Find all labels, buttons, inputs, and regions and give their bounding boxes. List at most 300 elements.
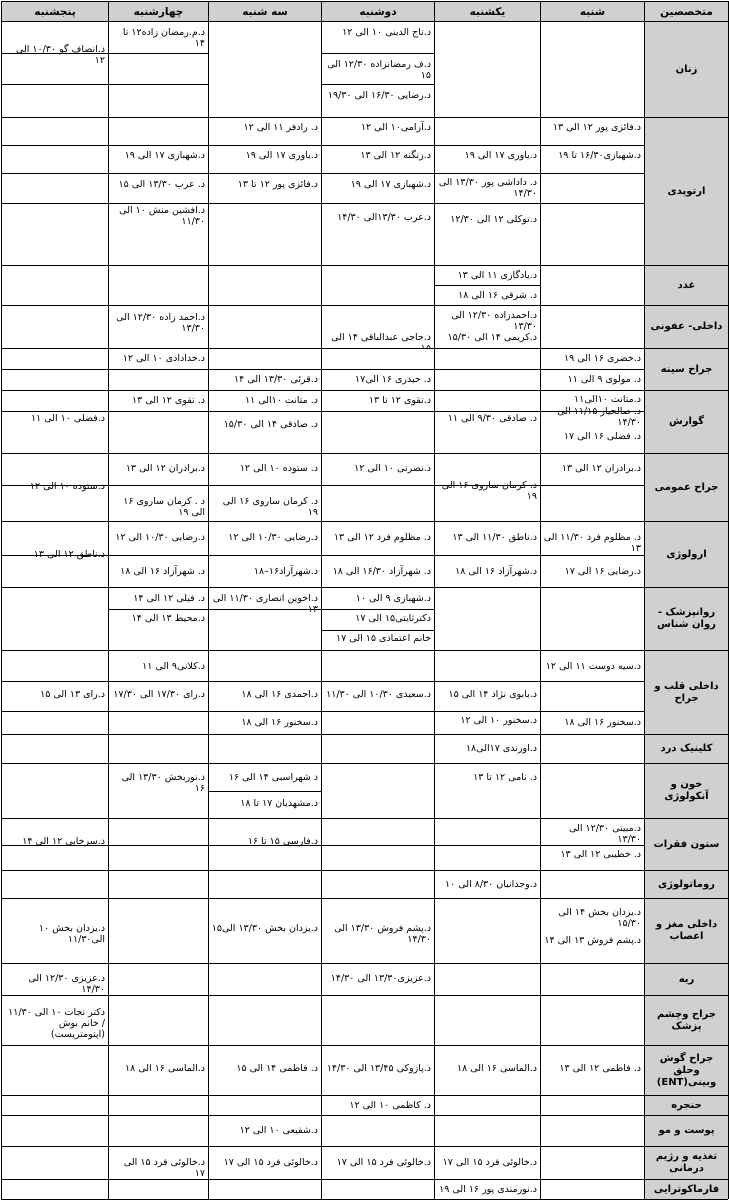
schedule-cell-wed <box>108 305 208 348</box>
doctor-entry: د. صادقی ۹/۳۰ الی ۱۱ <box>447 413 537 424</box>
specialty-cell <box>644 265 728 305</box>
cell-divider <box>541 369 644 370</box>
cell-divider <box>435 681 540 682</box>
header-day-sat <box>540 1 644 21</box>
cell-divider <box>109 609 208 610</box>
schedule-cell-sat <box>540 305 644 348</box>
doctor-entry: د.قرئی ۱۳/۳۰ الی ۱۴ <box>234 374 318 385</box>
doctor-entry: د.متانت ۱۰الی۱۱ <box>574 394 641 405</box>
cell-divider <box>435 203 540 204</box>
schedule-cell-sun <box>434 818 540 870</box>
doctor-entry: د.عرب ۱۳/۳۰الی ۱۴/۳۰ <box>337 212 431 223</box>
schedule-cell-sun <box>434 1146 540 1179</box>
cell-divider <box>541 173 644 174</box>
schedule-cell-mon <box>321 453 434 521</box>
schedule-cell-mon <box>321 521 434 587</box>
cell-divider <box>209 411 321 412</box>
cell-divider <box>322 53 434 54</box>
doctor-entry: د.سخنور ۱۰ الی ۱۲ <box>460 715 537 726</box>
specialty-cell <box>644 1179 728 1199</box>
schedule-cell-wed <box>108 818 208 870</box>
doctor-entry: د شهراسبی ۱۴ الی ۱۶ <box>228 772 318 783</box>
schedule-cell-sun <box>434 763 540 818</box>
doctor-entry: د. فاطمی ۱۴ الی ۱۵ <box>236 1063 318 1074</box>
doctor-entry: د.اورندی ۱۷الی۱۸ <box>465 743 537 754</box>
doctor-entry: د.شهرآزاد۱۶–۱۸ <box>253 566 318 577</box>
doctor-entry: د.شهبازی ۱۷ الی ۱۹ <box>124 150 205 161</box>
doctor-entry: د. شهرآزاد ۱۶ الی ۱۸ <box>120 566 205 577</box>
cell-divider <box>322 173 434 174</box>
schedule-cell-sat <box>540 1095 644 1115</box>
specialty-label: پوست و مو <box>658 1125 715 1136</box>
cell-divider <box>435 411 540 412</box>
doctor-entry: د.خدادادی ۱۰ الی ۱۲ <box>122 353 205 364</box>
schedule-cell-thu <box>1 1146 108 1179</box>
doctor-entry: دکتر نجات ۱۰ الی ۱۱/۳۰ / خانم بوش (اپتومتریست) <box>8 1007 105 1040</box>
cell-divider <box>2 369 108 370</box>
header-day-label: سه شنبه <box>242 6 288 18</box>
doctor-entry: د.الماسی ۱۶ الی ۱۸ <box>456 1063 537 1074</box>
specialty-cell <box>644 1115 728 1146</box>
doctor-entry: د.برادران ۱۲ الی ۱۳ <box>561 463 641 474</box>
doctor-entry: د.م.رمضان زاده۱۲ تا ۱۴ <box>122 27 205 49</box>
specialty-cell <box>644 898 728 963</box>
doctor-entry: د.بابوی نژاد ۱۴ الی ۱۵ <box>448 689 537 700</box>
schedule-cell-sat <box>540 521 644 587</box>
cell-divider <box>322 555 434 556</box>
doctor-entry: د. شرقی ۱۶ الی ۱۸ <box>458 290 537 301</box>
cell-divider <box>322 485 434 486</box>
schedule-cell-mon <box>321 348 434 390</box>
schedule-cell-tue <box>208 117 321 265</box>
doctor-entry: د. کاظمی ۱۰ الی ۱۲ <box>349 1100 431 1111</box>
doctor-entry: د. صادقی ۱۴ الی ۱۵/۳۰ <box>223 419 318 430</box>
cell-divider <box>2 84 108 85</box>
specialty-label: جراح سینه <box>660 363 713 375</box>
schedule-cell-mon <box>321 734 434 763</box>
cell-divider <box>209 681 321 682</box>
cell-divider <box>209 145 321 146</box>
schedule-cell-wed <box>108 1146 208 1179</box>
cell-divider <box>209 369 321 370</box>
doctor-entry: د.تقوی ۱۲ تا ۱۳ <box>368 395 431 406</box>
schedule-cell-sat <box>540 1115 644 1146</box>
doctor-entry: د. عرب ۱۳/۳۰ الی ۱۵ <box>118 179 205 190</box>
doctor-entry: د.افشین منش ۱۰ الی ۱۱/۳۰ <box>119 205 205 227</box>
doctor-entry: د.کلانی۹ الی ۱۱ <box>142 661 205 672</box>
specialty-label: جراح عمومی <box>654 481 719 493</box>
cell-divider <box>322 609 434 610</box>
specialty-cell <box>644 963 728 995</box>
doctor-entry: د. کرمان ساروی ۱۶ الی ۱۹ <box>441 480 537 502</box>
doctor-entry: د.شهبازی ۹ الی ۱۰ <box>355 593 431 604</box>
schedule-cell-sun <box>434 898 540 963</box>
header-day-tue <box>208 1 321 21</box>
specialty-label: جراح گوش وحلق وبینی(ENT) <box>656 1052 717 1088</box>
schedule-cell-sat <box>540 963 644 995</box>
schedule-cell-tue <box>208 348 321 390</box>
schedule-cell-thu <box>1 818 108 870</box>
doctor-entry: د.یادگاری ۱۱ الی ۱۳ <box>457 270 537 281</box>
schedule-cell-tue <box>208 734 321 763</box>
specialty-cell <box>644 587 728 650</box>
schedule-cell-sun <box>434 995 540 1045</box>
specialty-cell <box>644 390 728 453</box>
specialty-cell <box>644 305 728 348</box>
schedule-cell-thu <box>1 650 108 734</box>
doctor-entry: د.ناطق ۱۱/۳۰ الی ۱۳ <box>452 532 537 543</box>
schedule-cell-sat <box>540 348 644 390</box>
schedule-cell-sun <box>434 117 540 265</box>
doctor-entry: د. مولوی ۹ الی ۱۱ <box>567 374 641 385</box>
doctor-entry: د.فضلی ۱۰ الی ۱۱ <box>30 413 105 424</box>
schedule-cell-sun <box>434 390 540 453</box>
cell-divider <box>541 145 644 146</box>
schedule-cell-sat <box>540 265 644 305</box>
schedule-cell-mon <box>321 265 434 305</box>
schedule-cell-tue <box>208 1146 321 1179</box>
schedule-cell-tue <box>208 818 321 870</box>
schedule-cell-tue <box>208 1179 321 1199</box>
schedule-cell-thu <box>1 21 108 117</box>
schedule-cell-sat <box>540 1045 644 1095</box>
cell-divider <box>435 173 540 174</box>
doctor-entry: د.احمدزاده ۱۲/۳۰ الی ۱۳/۳۰ <box>451 310 537 332</box>
header-specialists-label: متخصصین <box>660 6 713 18</box>
cell-divider <box>435 555 540 556</box>
schedule-cell-sun <box>434 650 540 734</box>
cell-divider <box>209 791 321 792</box>
doctor-entry: د.توکلی ۱۲ الی ۱۲/۳۰ <box>450 214 537 225</box>
schedule-cell-tue <box>208 650 321 734</box>
cell-divider <box>322 369 434 370</box>
cell-divider <box>322 145 434 146</box>
doctor-entry: د.سرخابی ۱۲ الی ۱۴ <box>22 836 105 847</box>
doctor-entry: د.سعیدی ۱۰/۳۰ الی ۱۱/۳۰ <box>326 689 431 700</box>
schedule-cell-thu <box>1 1115 108 1146</box>
schedule-cell-sun <box>434 1115 540 1146</box>
cell-divider <box>209 173 321 174</box>
doctor-entry: د.رای ۱۷/۳۰ الی ۱۷/۳۰ <box>113 689 205 700</box>
schedule-cell-thu <box>1 1095 108 1115</box>
schedule-cell-tue <box>208 453 321 521</box>
schedule-table <box>1 1 728 1199</box>
schedule-cell-sun <box>434 1045 540 1095</box>
schedule-cell-wed <box>108 650 208 734</box>
schedule-cell-wed <box>108 521 208 587</box>
schedule-cell-tue <box>208 587 321 650</box>
doctor-entry: د.شهرآزاد ۱۶ الی ۱۸ <box>455 566 537 577</box>
specialty-cell <box>644 818 728 870</box>
header-day-label: دوشنبه <box>359 6 397 18</box>
schedule-cell-sun <box>434 1095 540 1115</box>
doctor-entry: د.رای ۱۳ الی ۱۵ <box>40 689 105 700</box>
schedule-cell-wed <box>108 21 208 117</box>
schedule-cell-mon <box>321 818 434 870</box>
doctor-entry: د.پشم فروش ۱۳ الی ۱۴ <box>544 935 641 946</box>
doctor-entry: د.نورمندی پور ۱۶ الی ۱۹ <box>439 1184 537 1195</box>
cell-divider <box>322 84 434 85</box>
doctor-entry: د.وجدانیان ۸/۳۰ الی ۱۰ <box>445 879 537 890</box>
cell-divider <box>2 681 108 682</box>
schedule-cell-sat <box>540 650 644 734</box>
doctor-entry: د.سخنور ۱۶ الی ۱۸ <box>564 717 641 728</box>
schedule-cell-wed <box>108 587 208 650</box>
schedule-cell-thu <box>1 734 108 763</box>
doctor-entry: د.رضایی ۱۶/۳۰ الی ۱۹/۳۰ <box>327 90 431 101</box>
schedule-cell-sun <box>434 963 540 995</box>
header-specialists <box>644 1 728 21</box>
specialty-cell <box>644 650 728 734</box>
cell-divider <box>109 369 208 370</box>
specialty-cell <box>644 117 728 265</box>
schedule-cell-sat <box>540 995 644 1045</box>
cell-divider <box>209 711 321 712</box>
schedule-cell-sun <box>434 453 540 521</box>
doctor-entry: د. مظلوم فرد ۱۱/۳۰ الی ۱۳ <box>543 532 641 554</box>
cell-divider <box>435 285 540 286</box>
doctor-entry: د.یزدان بخش ۱۴ الی ۱۵/۳۰ <box>558 907 641 929</box>
cell-divider <box>322 681 434 682</box>
schedule-cell-wed <box>108 963 208 995</box>
schedule-cell-mon <box>321 390 434 453</box>
cell-divider <box>541 555 644 556</box>
specialty-cell <box>644 21 728 117</box>
cell-divider <box>209 485 321 486</box>
doctor-entry: د. کرمان ساروی ۱۶ الی ۱۹ <box>222 496 318 518</box>
specialty-label: ارولوژی <box>666 548 707 560</box>
schedule-cell-tue <box>208 1045 321 1095</box>
schedule-cell-mon <box>321 963 434 995</box>
specialty-label: داخلی- عفونی <box>650 321 723 332</box>
doctor-entry: د.مبینی ۱۲/۳۰ الی ۱۳/۳۰ <box>569 823 641 845</box>
specialty-cell <box>644 1095 728 1115</box>
doctor-entry: د.فارسی ۱۵ تا ۱۶ <box>247 836 318 847</box>
doctor-entry: د. صالحیار ۱۱/۱۵ الی ۱۴/۳۰ <box>557 406 641 428</box>
cell-divider <box>209 203 321 204</box>
schedule-cell-mon <box>321 1115 434 1146</box>
schedule-cell-tue <box>208 1095 321 1115</box>
doctor-entry: د. تقوی ۱۲ الی ۱۳ <box>131 395 205 406</box>
cell-divider <box>541 711 644 712</box>
schedule-cell-tue <box>208 963 321 995</box>
schedule-cell-tue <box>208 390 321 453</box>
doctor-entry: د.خالوئی فرد ۱۵ الی ۱۷ <box>123 1157 205 1179</box>
schedule-cell-thu <box>1 963 108 995</box>
doctor-entry: د.زنگنه ۱۲ الی ۱۳ <box>360 150 431 161</box>
doctor-entry: د.شهبازی ۱۷ الی ۱۹ <box>350 179 431 190</box>
header-day-label: پنجشنبه <box>34 6 76 18</box>
specialty-cell <box>644 995 728 1045</box>
schedule-cell-wed <box>108 734 208 763</box>
schedule-cell-sat <box>540 763 644 818</box>
schedule-cell-sat <box>540 734 644 763</box>
schedule-cell-sat <box>540 117 644 265</box>
cell-divider <box>109 84 208 85</box>
cell-divider <box>541 203 644 204</box>
doctor-entry: د.خضری ۱۶ الی ۱۹ <box>564 353 641 364</box>
specialty-cell <box>644 453 728 521</box>
schedule-cell-sun <box>434 521 540 587</box>
doctor-entry: د.شهبازی۱۶/۳۰ تا ۱۹ <box>558 150 641 161</box>
schedule-cell-sun <box>434 734 540 763</box>
schedule-cell-sat <box>540 390 644 453</box>
cell-divider <box>2 173 108 174</box>
schedule-cell-tue <box>208 521 321 587</box>
cell-divider <box>435 145 540 146</box>
header-day-mon <box>321 1 434 21</box>
doctor-entry: د. حیدری ۱۶ الی۱۷ <box>355 374 431 385</box>
cell-divider <box>322 845 434 846</box>
schedule-cell-mon <box>321 995 434 1045</box>
schedule-cell-tue <box>208 21 321 117</box>
schedule-cell-mon <box>321 1179 434 1199</box>
schedule-cell-mon <box>321 587 434 650</box>
specialty-label: ستون فقرات <box>653 838 720 850</box>
specialty-label: داخلی مغز و اعصاب <box>655 919 718 942</box>
doctor-entry: د.برادران ۱۲ الی ۱۳ <box>125 463 205 474</box>
schedule-cell-tue <box>208 265 321 305</box>
doctor-entry: د.ستوده ۱۰ الی ۱۲ <box>29 481 105 492</box>
schedule-cell-mon <box>321 650 434 734</box>
schedule-cell-wed <box>108 995 208 1045</box>
doctor-entry: د.پازوکی ۱۳/۴۵ الی ۱۴/۳۰ <box>326 1063 431 1074</box>
doctor-entry: دکترثابتی۱۵ الی ۱۷ <box>355 613 431 624</box>
specialty-cell <box>644 1045 728 1095</box>
cell-divider <box>109 711 208 712</box>
cell-divider <box>209 555 321 556</box>
schedule-cell-wed <box>108 265 208 305</box>
cell-divider <box>2 411 108 412</box>
specialty-label: تغذیه و رژیم درمانی <box>655 1151 718 1174</box>
cell-divider <box>541 681 644 682</box>
schedule-cell-sun <box>434 265 540 305</box>
schedule-cell-sat <box>540 870 644 898</box>
specialty-label: جراح وچشم پزشک <box>657 1008 716 1032</box>
cell-divider <box>541 485 644 486</box>
specialty-label: فارماکوترایی <box>653 1183 720 1195</box>
schedule-cell-wed <box>108 1179 208 1199</box>
schedule-cell-wed <box>108 390 208 453</box>
header-day-wed <box>108 1 208 21</box>
header-day-thu <box>1 1 108 21</box>
header-day-label: یکشنبه <box>469 6 506 18</box>
schedule-cell-sat <box>540 587 644 650</box>
specialty-cell <box>644 348 728 390</box>
schedule-cell-mon <box>321 21 434 117</box>
schedule-cell-thu <box>1 763 108 818</box>
cell-divider <box>2 711 108 712</box>
specialty-label: حنجره <box>671 1099 702 1111</box>
cell-divider <box>322 203 434 204</box>
doctor-entry: د. داداشی پور ۱۳/۳۰ الی ۱۴/۳۰ <box>438 177 537 199</box>
schedule-cell-sat <box>540 453 644 521</box>
doctor-entry: د. ستوده ۱۰ الی ۱۲ <box>239 463 318 474</box>
schedule-cell-thu <box>1 390 108 453</box>
schedule-cell-wed <box>108 898 208 963</box>
doctor-entry: د.فائزی پور ۱۲ الی ۱۳ <box>552 122 641 133</box>
schedule-cell-thu <box>1 305 108 348</box>
doctor-entry: د.حاجی عبدالباقی ۱۴ الی <box>331 332 431 343</box>
doctor-entry: د.یزدان بخش ۱۰ الی۱۱/۳۰ <box>38 923 105 945</box>
cell-divider <box>109 411 208 412</box>
specialty-label: کلینیک درد <box>660 743 713 754</box>
cell-divider <box>322 411 434 412</box>
specialty-label: زنان <box>675 63 698 75</box>
specialty-label: غدد <box>677 279 696 291</box>
doctor-entry: د.ناطق ۱۲ الی ۱۳ <box>33 549 105 560</box>
schedule-cell-mon <box>321 763 434 818</box>
specialty-cell <box>644 763 728 818</box>
doctor-entry: د.رضایی ۱۶ الی ۱۷ <box>564 566 641 577</box>
doctor-entry: د.عزیزی۱۳/۳۰ الی ۱۴/۳۰ <box>330 973 431 984</box>
specialty-cell <box>644 521 728 587</box>
schedule-cell-thu <box>1 870 108 898</box>
schedule-cell-mon <box>321 898 434 963</box>
schedule-cell-wed <box>108 348 208 390</box>
schedule-cell-sun <box>434 1179 540 1199</box>
schedule-cell-wed <box>108 453 208 521</box>
doctor-entry: د.نصرتی ۱۰ الی ۱۲ <box>354 463 431 474</box>
schedule-cell-sun <box>434 587 540 650</box>
cell-divider <box>322 711 434 712</box>
schedule-cell-wed <box>108 763 208 818</box>
doctor-entry: د.عزیزی ۱۲/۳۰ الی ۱۴/۳۰ <box>28 973 105 995</box>
cell-divider <box>109 555 208 556</box>
schedule-cell-thu <box>1 995 108 1045</box>
schedule-cell-tue <box>208 305 321 348</box>
schedule-cell-sat <box>540 818 644 870</box>
doctor-entry: د.آرامی۱۰ الی ۱۲ <box>360 122 431 133</box>
doctor-entry: د.کریمی ۱۴ الی ۱۵/۳۰ <box>447 332 537 343</box>
schedule-cell-thu <box>1 265 108 305</box>
schedule-cell-mon <box>321 117 434 265</box>
schedule-cell-thu <box>1 521 108 587</box>
doctor-entry: د. فضلی ۱۶ الی ۱۷ <box>563 431 641 442</box>
schedule-cell-wed <box>108 1115 208 1146</box>
schedule-cell-sun <box>434 305 540 348</box>
schedule-cell-tue <box>208 995 321 1045</box>
schedule-cell-thu <box>1 117 108 265</box>
schedule-cell-sat <box>540 898 644 963</box>
doctor-entry: د.تاج الدینی ۱۰ الی ۱۲ <box>342 27 431 38</box>
schedule-cell-sat <box>540 1146 644 1179</box>
cell-divider <box>435 711 540 712</box>
doctor-entry: د.انصاف گو ۱۰/۳۰ الی ۱۲ <box>15 44 105 66</box>
cell-divider <box>435 845 540 846</box>
specialty-label: ارتوپدی <box>667 185 706 197</box>
specialty-label: گوارش <box>668 416 705 427</box>
doctor-entry: د. فیلی ۱۲ الی ۱۴ <box>133 593 205 604</box>
doctor-entry: د.یاوری ۱۷ الی ۱۹ <box>245 150 318 161</box>
cell-divider <box>322 630 434 631</box>
schedule-cell-sat <box>540 1179 644 1199</box>
cell-divider <box>2 203 108 204</box>
cell-divider <box>109 173 208 174</box>
doctor-entry: د.فائزی پور ۱۲ تا ۱۳ <box>237 179 318 190</box>
schedule-cell-tue <box>208 1115 321 1146</box>
doctor-entry: د.خالوئی فرد ۱۵ الی ۱۷ <box>223 1157 318 1168</box>
specialty-cell <box>644 870 728 898</box>
header-day-label: شنبه <box>579 6 606 18</box>
cell-divider <box>109 53 208 54</box>
specialty-label: روانپزشک - روان شناس <box>657 607 716 630</box>
schedule-cell-tue <box>208 870 321 898</box>
specialty-cell <box>644 734 728 763</box>
header-day-sun <box>434 1 540 21</box>
schedule-cell-wed <box>108 870 208 898</box>
doctor-entry: د.سخنور ۱۶ الی ۱۸ <box>241 717 318 728</box>
